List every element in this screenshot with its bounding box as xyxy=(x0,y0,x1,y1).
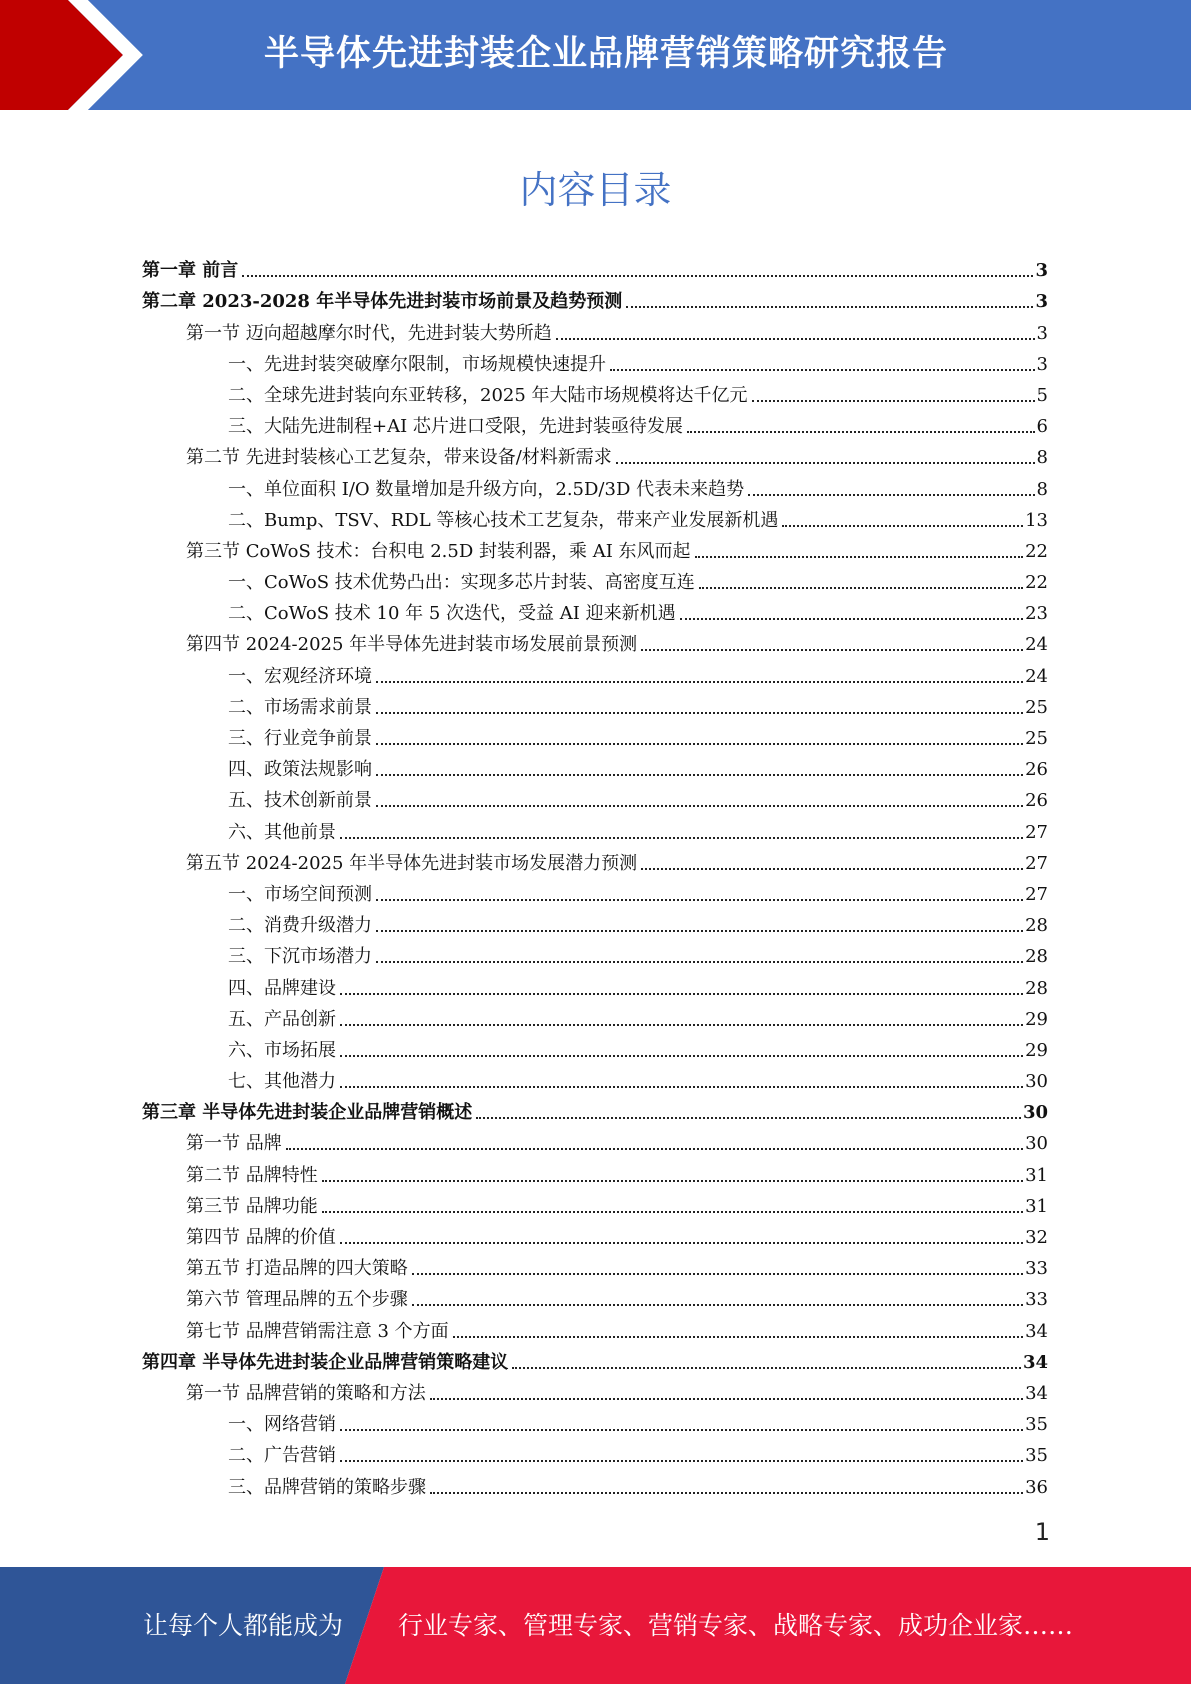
toc-dot-leader xyxy=(340,1429,1023,1431)
toc-entry-page: 8 xyxy=(1036,478,1048,500)
toc-entry-title: 二、市场需求前景 xyxy=(228,696,372,718)
toc-entry-page: 29 xyxy=(1025,1008,1048,1030)
toc-entry-title: 六、其他前景 xyxy=(228,821,336,843)
toc-dot-leader xyxy=(376,805,1023,807)
toc-entry-title: 第一章 前言 xyxy=(142,260,239,282)
toc-dot-leader xyxy=(340,837,1023,839)
toc-entry-page: 23 xyxy=(1025,603,1048,625)
toc-entry-title: 第二节 品牌特性 xyxy=(186,1164,318,1186)
toc-entry-page: 28 xyxy=(1025,946,1048,968)
toc-dot-leader xyxy=(453,1336,1023,1338)
toc-entry-title: 第一节 品牌 xyxy=(186,1133,282,1155)
toc-entry-page: 5 xyxy=(1036,384,1048,406)
toc-entry-title: 二、广告营销 xyxy=(228,1445,336,1467)
toc-dot-leader xyxy=(626,306,1033,308)
header-bar xyxy=(0,0,1191,110)
toc-entry-title: 第三章 半导体先进封装企业品牌营销概述 xyxy=(142,1102,473,1124)
toc-entry-page: 28 xyxy=(1025,977,1048,999)
toc-dot-leader xyxy=(376,961,1023,963)
footer-banner xyxy=(0,1567,1191,1684)
footer-slogan-left: 让每个人都能成为 xyxy=(143,1611,344,1640)
toc-entry[interactable] xyxy=(142,1034,1048,1065)
toc-entry-page: 6 xyxy=(1036,416,1048,438)
header-arrow-logo xyxy=(0,0,150,110)
toc-dot-leader xyxy=(512,1367,1021,1369)
toc-dot-leader xyxy=(376,899,1023,901)
toc-entry-title: 三、大陆先进制程+AI 芯片进口受限，先进封装亟待发展 xyxy=(228,416,683,438)
toc-entry[interactable] xyxy=(142,316,1048,347)
toc-entry-title: 三、下沉市场潜力 xyxy=(228,946,372,968)
toc-entry-page: 30 xyxy=(1025,1071,1048,1093)
toc-entry[interactable] xyxy=(142,1065,1048,1096)
toc-entry-page: 3 xyxy=(1035,291,1048,313)
toc-entry-page: 26 xyxy=(1025,790,1048,812)
toc-entry[interactable] xyxy=(142,597,1048,628)
toc-entry-page: 27 xyxy=(1025,821,1048,843)
toc-entry-page: 33 xyxy=(1025,1289,1048,1311)
toc-entry-title: 六、市场拓展 xyxy=(228,1039,336,1061)
toc-entry[interactable] xyxy=(142,1470,1048,1501)
toc-entry[interactable] xyxy=(142,1158,1048,1189)
toc-entry-title: 二、消费升级潜力 xyxy=(228,915,372,937)
toc-entry-page: 3 xyxy=(1036,322,1048,344)
toc-entry-page: 32 xyxy=(1025,1227,1048,1248)
toc-dot-leader xyxy=(680,618,1024,620)
toc-entry[interactable] xyxy=(142,784,1048,815)
toc-dot-leader xyxy=(340,1460,1023,1462)
toc-dot-leader xyxy=(641,649,1023,651)
toc-entry-title: 一、先进封装突破摩尔限制，市场规模快速提升 xyxy=(228,353,606,375)
toc-dot-leader xyxy=(748,494,1034,496)
toc-dot-leader xyxy=(376,743,1023,745)
toc-entry[interactable] xyxy=(142,348,1048,379)
toc-entry-title: 三、行业竞争前景 xyxy=(228,728,372,749)
toc-entry-page: 30 xyxy=(1025,1133,1048,1155)
toc-entry-page: 34 xyxy=(1025,1320,1048,1342)
toc-entry-title: 七、其他潜力 xyxy=(228,1071,336,1093)
toc-entry-title: 一、宏观经济环境 xyxy=(228,665,372,687)
toc-entry[interactable] xyxy=(142,472,1048,503)
toc-entry[interactable] xyxy=(142,1127,1048,1158)
toc-dot-leader xyxy=(556,338,1035,340)
toc-entry-title: 二、全球先进封装向东亚转移，2025 年大陆市场规模将达千亿元 xyxy=(228,384,748,406)
toc-entry-title: 一、CoWoS 技术优势凸出：实现多芯片封装、高密度互连 xyxy=(228,572,695,594)
toc-entry-page: 31 xyxy=(1025,1195,1048,1217)
toc-entry[interactable] xyxy=(142,1096,1048,1127)
toc-entry-title: 第一节 迈向超越摩尔时代，先进封装大势所趋 xyxy=(186,322,552,344)
toc-entry[interactable] xyxy=(142,878,1048,909)
toc-dot-leader xyxy=(340,1024,1023,1026)
toc-entry-page: 27 xyxy=(1025,883,1048,905)
toc-dot-leader xyxy=(322,1180,1023,1182)
toc-entry-page: 25 xyxy=(1025,728,1048,749)
toc-entry-title: 三、品牌营销的策略步骤 xyxy=(228,1476,426,1498)
toc-entry-title: 四、品牌建设 xyxy=(228,977,336,999)
toc-dot-leader xyxy=(340,1086,1023,1088)
table-of-contents xyxy=(142,254,1048,1502)
toc-entry[interactable] xyxy=(142,254,1048,285)
toc-entry-page: 22 xyxy=(1025,540,1048,562)
toc-entry-page: 35 xyxy=(1025,1414,1048,1436)
toc-entry[interactable] xyxy=(142,410,1048,441)
toc-dot-leader xyxy=(340,1242,1023,1244)
toc-entry[interactable] xyxy=(142,504,1048,535)
toc-entry[interactable] xyxy=(142,1439,1048,1470)
toc-entry[interactable] xyxy=(142,722,1048,753)
toc-entry[interactable] xyxy=(142,1314,1048,1345)
toc-dot-leader xyxy=(340,993,1023,995)
toc-entry[interactable] xyxy=(142,285,1048,316)
toc-entry[interactable] xyxy=(142,379,1048,410)
toc-entry-title: 第五节 打造品牌的四大策略 xyxy=(186,1258,408,1280)
footer-slogan-right: 行业专家、管理专家、营销专家、战略专家、成功企业家…… xyxy=(398,1611,1074,1640)
toc-entry-page: 26 xyxy=(1025,759,1048,781)
toc-entry[interactable] xyxy=(142,753,1048,784)
toc-entry-page: 34 xyxy=(1022,1351,1048,1373)
toc-entry-page: 33 xyxy=(1025,1258,1048,1280)
toc-entry-page: 36 xyxy=(1025,1476,1048,1498)
toc-entry-title: 第四节 品牌的价值 xyxy=(186,1227,336,1248)
toc-entry[interactable] xyxy=(142,971,1048,1002)
toc-entry[interactable] xyxy=(142,1221,1048,1252)
toc-entry-title: 第七节 品牌营销需注意 3 个方面 xyxy=(186,1320,449,1342)
toc-entry[interactable] xyxy=(142,1408,1048,1439)
toc-entry-title: 一、网络营销 xyxy=(228,1414,336,1436)
toc-entry[interactable] xyxy=(142,847,1048,878)
toc-entry-title: 四、政策法规影响 xyxy=(228,759,372,781)
report-title: 半导体先进封装企业品牌营销策略研究报告 xyxy=(264,34,949,74)
toc-entry-title: 第三节 CoWoS 技术：台积电 2.5D 封装利器，乘 AI 东风而起 xyxy=(186,540,691,562)
toc-entry-page: 3 xyxy=(1035,260,1048,282)
toc-entry-page: 22 xyxy=(1025,572,1048,594)
toc-entry-page: 13 xyxy=(1025,509,1048,531)
toc-entry-page: 24 xyxy=(1025,634,1048,656)
toc-entry[interactable] xyxy=(142,909,1048,940)
toc-entry-page: 24 xyxy=(1025,665,1048,687)
toc-entry-title: 第二节 先进封装核心工艺复杂，带来设备/材料新需求 xyxy=(186,447,612,469)
toc-entry-page: 28 xyxy=(1025,915,1048,937)
toc-entry-title: 第六节 管理品牌的五个步骤 xyxy=(186,1289,408,1311)
toc-entry[interactable] xyxy=(142,1346,1048,1377)
toc-dot-leader xyxy=(376,681,1023,683)
toc-entry-title: 二、CoWoS 技术 10 年 5 次迭代，受益 AI 迎来新机遇 xyxy=(228,603,676,625)
toc-entry-page: 30 xyxy=(1022,1102,1048,1124)
toc-entry-page: 25 xyxy=(1025,696,1048,718)
toc-entry[interactable] xyxy=(142,628,1048,659)
toc-dot-leader xyxy=(752,400,1035,402)
toc-dot-leader xyxy=(430,1398,1023,1400)
toc-entry-page: 27 xyxy=(1025,852,1048,874)
toc-entry[interactable] xyxy=(142,1283,1048,1314)
toc-dot-leader xyxy=(430,1492,1023,1494)
toc-dot-leader xyxy=(476,1117,1021,1119)
toc-dot-leader xyxy=(616,462,1035,464)
toc-dot-leader xyxy=(641,868,1023,870)
toc-entry-title: 第一节 品牌营销的策略和方法 xyxy=(186,1382,426,1404)
toc-entry[interactable] xyxy=(142,1003,1048,1034)
toc-entry-page: 31 xyxy=(1025,1164,1048,1186)
toc-dot-leader xyxy=(412,1273,1023,1275)
toc-dot-leader xyxy=(695,556,1024,558)
toc-entry-title: 一、市场空间预测 xyxy=(228,883,372,905)
toc-entry[interactable] xyxy=(142,566,1048,597)
toc-entry-title: 二、Bump、TSV、RDL 等核心技术工艺复杂，带来产业发展新机遇 xyxy=(228,509,779,531)
toc-dot-leader xyxy=(376,774,1023,776)
toc-entry-title: 第二章 2023-2028 年半导体先进封装市场前景及趋势预测 xyxy=(142,291,623,313)
toc-entry-title: 第五节 2024-2025 年半导体先进封装市场发展潜力预测 xyxy=(186,852,638,874)
toc-dot-leader xyxy=(376,930,1023,932)
toc-entry[interactable] xyxy=(142,1377,1048,1408)
toc-entry-title: 五、技术创新前景 xyxy=(228,790,372,812)
toc-dot-leader xyxy=(322,1211,1023,1213)
toc-entry[interactable] xyxy=(142,1252,1048,1283)
toc-entry[interactable] xyxy=(142,815,1048,846)
toc-entry[interactable] xyxy=(142,1190,1048,1221)
toc-entry-page: 3 xyxy=(1036,353,1048,375)
toc-dot-leader xyxy=(687,431,1035,433)
toc-entry[interactable] xyxy=(142,691,1048,722)
toc-entry-page: 8 xyxy=(1036,447,1048,469)
toc-entry[interactable] xyxy=(142,940,1048,971)
toc-dot-leader xyxy=(412,1304,1023,1306)
toc-entry-title: 第四章 半导体先进封装企业品牌营销策略建议 xyxy=(142,1351,509,1373)
toc-entry[interactable] xyxy=(142,441,1048,472)
toc-entry-title: 第三节 品牌功能 xyxy=(186,1195,318,1217)
page-number: 1 xyxy=(1034,1518,1050,1546)
toc-dot-leader xyxy=(699,587,1023,589)
toc-heading: 内容目录 xyxy=(519,168,672,212)
toc-dot-leader xyxy=(242,275,1033,277)
toc-dot-leader xyxy=(610,369,1035,371)
toc-dot-leader xyxy=(376,712,1023,714)
toc-entry-page: 34 xyxy=(1025,1382,1048,1404)
toc-entry-title: 第四节 2024-2025 年半导体先进封装市场发展前景预测 xyxy=(186,634,638,656)
toc-entry-title: 一、单位面积 I/O 数量增加是升级方向，2.5D/3D 代表未来趋势 xyxy=(228,478,745,500)
toc-entry-page: 29 xyxy=(1025,1039,1048,1061)
toc-entry[interactable] xyxy=(142,659,1048,690)
toc-dot-leader xyxy=(286,1148,1023,1150)
toc-dot-leader xyxy=(340,1055,1023,1057)
toc-dot-leader xyxy=(782,525,1023,527)
toc-entry[interactable] xyxy=(142,535,1048,566)
toc-entry-page: 35 xyxy=(1025,1445,1048,1467)
toc-entry-title: 五、产品创新 xyxy=(228,1008,336,1030)
